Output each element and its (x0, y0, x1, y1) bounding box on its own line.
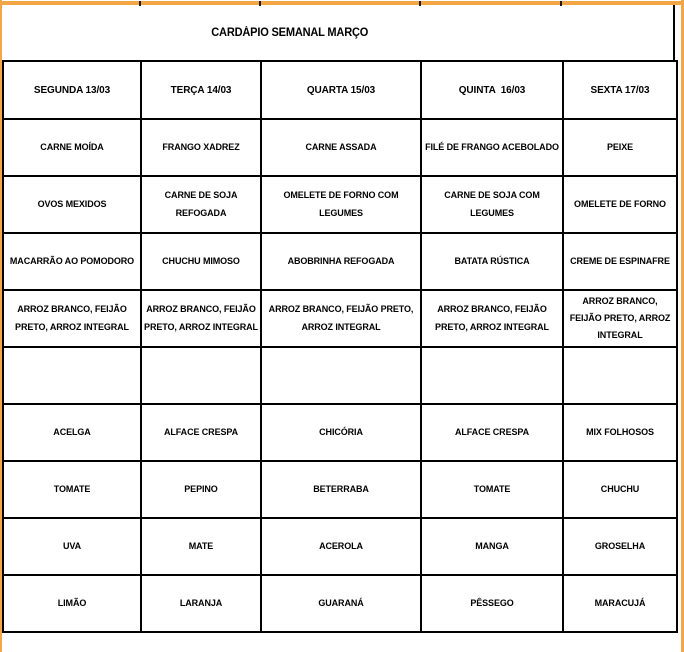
menu-row (3, 176, 677, 233)
menu-cell: PEPINO (141, 461, 261, 518)
menu-row (3, 233, 677, 290)
menu-cell: GUARANÁ (261, 575, 421, 632)
menu-row (3, 290, 677, 347)
menu-cell: ACEROLA (261, 518, 421, 575)
menu-cell: ARROZ BRANCO, FEIJÃO PRETO, ARROZ INTEGRAL (3, 290, 141, 347)
menu-cell: MACARRÃO AO POMODORO (3, 233, 141, 290)
menu-cell: MATE (141, 518, 261, 575)
menu-cell: OMELETE DE FORNO COM LEGUMES (261, 176, 421, 233)
menu-cell (261, 347, 421, 404)
menu-cell: FILÉ DE FRANGO ACEBOLADO (421, 119, 563, 176)
menu-row (3, 518, 677, 575)
header-row (3, 61, 677, 119)
menu-cell: ARROZ BRANCO, FEIJÃO PRETO, ARROZ INTEGRAL (261, 290, 421, 347)
menu-cell: CARNE MOÍDA (3, 119, 141, 176)
menu-row (3, 461, 677, 518)
menu-cell: CREME DE ESPINAFRE (563, 233, 677, 290)
menu-cell: CARNE ASSADA (261, 119, 421, 176)
day-header-cell: SEXTA 17/03 (563, 61, 677, 119)
menu-cell: LARANJA (141, 575, 261, 632)
menu-cell: UVA (3, 518, 141, 575)
menu-cell: PÊSSEGO (421, 575, 563, 632)
menu-row (3, 575, 677, 632)
menu-cell: CHUCHU MIMOSO (141, 233, 261, 290)
menu-cell: TOMATE (3, 461, 141, 518)
menu-cell (3, 347, 141, 404)
menu-cell: CARNE DE SOJA REFOGADA (141, 176, 261, 233)
day-header-cell: SEGUNDA 13/03 (3, 61, 141, 119)
menu-cell: BATATA RÚSTICA (421, 233, 563, 290)
page-title: CARDÁPIO SEMANAL MARÇO (211, 26, 368, 39)
menu-cell: CARNE DE SOJA COM LEGUMES (421, 176, 563, 233)
menu-cell: CHICÓRIA (261, 404, 421, 461)
menu-cell: ARROZ BRANCO, FEIJÃO PRETO, ARROZ INTEGRAL (141, 290, 261, 347)
menu-row (3, 347, 677, 404)
day-header-cell: TERÇA 14/03 (141, 61, 261, 119)
day-header-cell: QUINTA 16/03 (421, 61, 563, 119)
menu-cell: MARACUJÁ (563, 575, 677, 632)
menu-cell: TOMATE (421, 461, 563, 518)
day-header-cell: QUARTA 15/03 (261, 61, 421, 119)
menu-cell: BETERRABA (261, 461, 421, 518)
menu-table-body (3, 119, 677, 632)
menu-cell: OMELETE DE FORNO (563, 176, 677, 233)
menu-cell: ALFACE CRESPA (141, 404, 261, 461)
menu-cell: ALFACE CRESPA (421, 404, 563, 461)
menu-row (3, 119, 677, 176)
menu-cell: LIMÃO (3, 575, 141, 632)
menu-cell: ABOBRINHA REFOGADA (261, 233, 421, 290)
menu-cell (141, 347, 261, 404)
menu-cell: MANGA (421, 518, 563, 575)
weekly-menu-table (2, 60, 678, 633)
menu-cell: CHUCHU (563, 461, 677, 518)
menu-cell: PEIXE (563, 119, 677, 176)
menu-cell: MIX FOLHOSOS (563, 404, 677, 461)
menu-cell: ARROZ BRANCO, FEIJÃO PRETO, ARROZ INTEGRAL (563, 290, 677, 347)
menu-cell: OVOS MEXIDOS (3, 176, 141, 233)
menu-cell (563, 347, 677, 404)
menu-cell (421, 347, 563, 404)
menu-row (3, 404, 677, 461)
menu-cell: GROSELHA (563, 518, 677, 575)
menu-cell: ACELGA (3, 404, 141, 461)
menu-cell: FRANGO XADREZ (141, 119, 261, 176)
menu-cell: ARROZ BRANCO, FEIJÃO PRETO, ARROZ INTEGRAL (421, 290, 563, 347)
table-title-row (2, 5, 675, 60)
